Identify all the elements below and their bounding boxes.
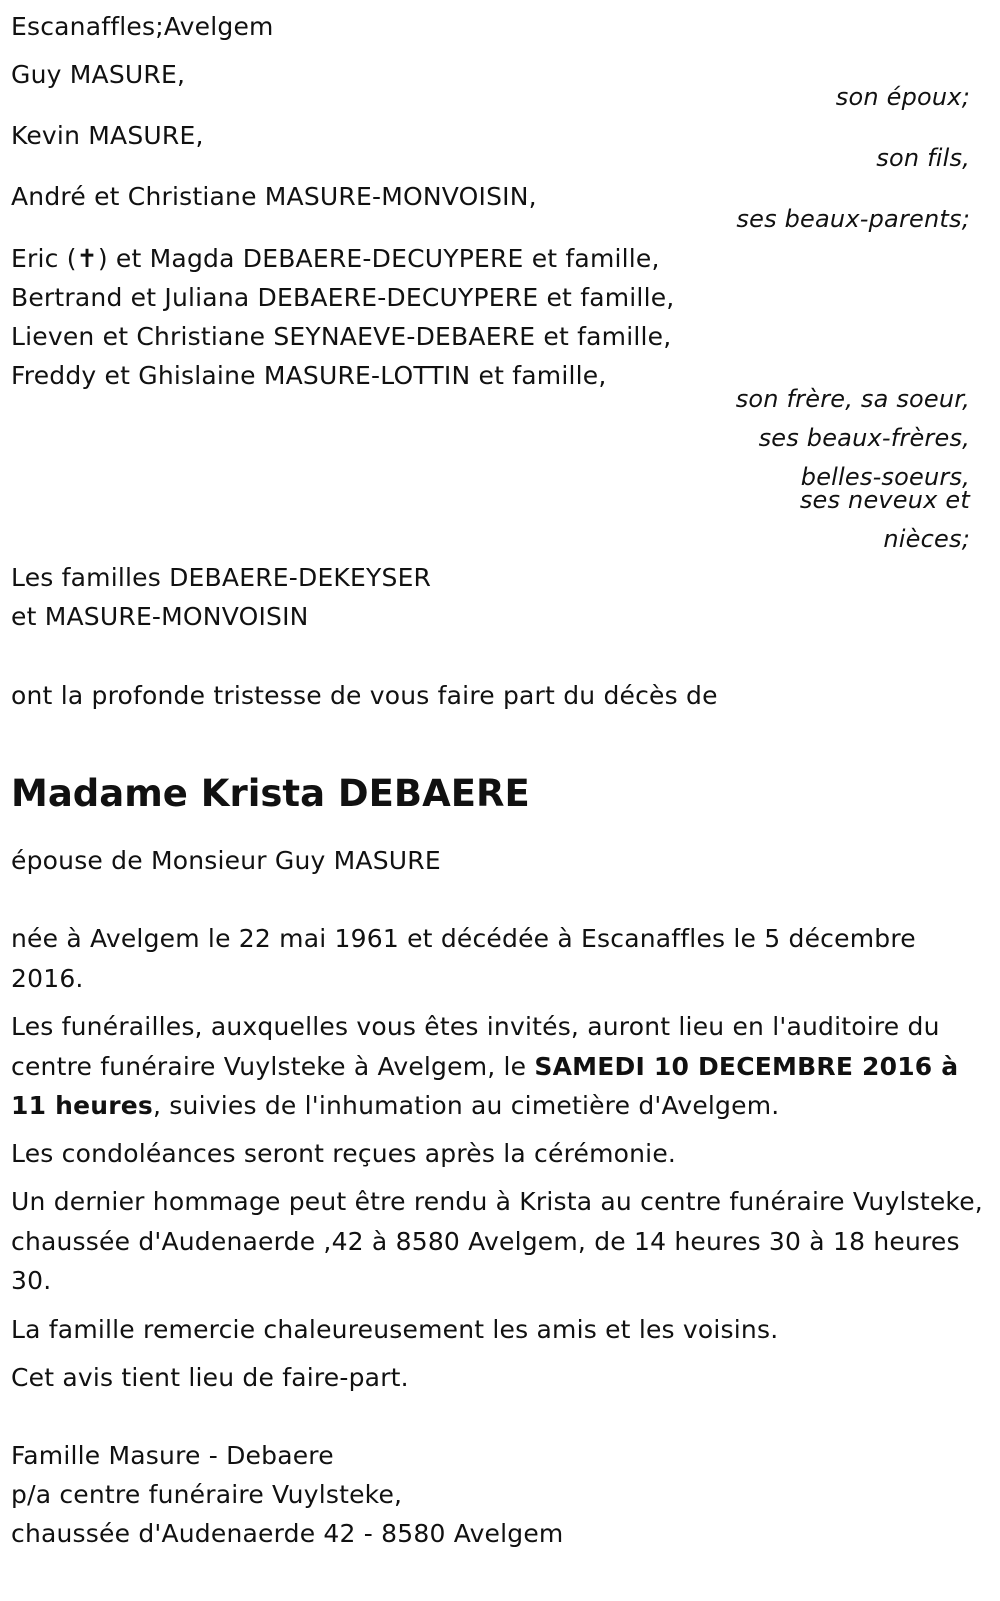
parents-in-law-role: ses beaux-parents; (736, 205, 970, 233)
son-role: son fils, (876, 144, 970, 172)
tribute-text: Un dernier hommage peut être rendu à Krista au centre funéraire Vuylsteke, chaussée d'Audenaerde ,42 à 8580 Avelgem, de 14 heures 30 à 18 heures 30. (11, 1187, 983, 1295)
funeral-text-start: Les funérailles, auxquelles vous êtes invités, auront lieu en l'auditoire du centre funéraire Vuylsteke à Avelgem, le (11, 1012, 940, 1081)
siblings-role-line: belles-soeurs, (800, 463, 970, 491)
siblings-role-line: ses beaux-frères, (758, 424, 970, 452)
families-line: et MASURE-MONVOISIN (11, 602, 309, 631)
sibling-line-after: ) et Magda DEBAERE-DECUYPERE et famille, (97, 244, 660, 273)
deceased-name: Madame Krista DEBAERE (11, 772, 530, 815)
notice-text: Cet avis tient lieu de faire-part. (11, 1363, 409, 1392)
spouse-role: son époux; (835, 83, 970, 111)
siblings-role-line: nièces; (883, 525, 970, 553)
signature-line: chaussée d'Audenaerde 42 - 8580 Avelgem (11, 1519, 564, 1548)
son-name: Kevin MASURE, (11, 121, 204, 150)
sibling-line: Bertrand et Juliana DEBAERE-DECUYPERE et famille, (11, 283, 675, 312)
location-header: Escanaffles;Avelgem (11, 12, 274, 41)
sibling-line (11, 239, 660, 278)
siblings-role-line: son frère, sa soeur, (735, 385, 970, 413)
funeral-text (11, 1007, 986, 1126)
signature-line: Famille Masure - Debaere (11, 1441, 334, 1470)
condolences-text: Les condoléances seront reçues après la cérémonie. (11, 1139, 677, 1168)
announcement-intro: ont la profonde tristesse de vous faire part du décès de (11, 681, 718, 710)
funeral-text-end: , suivies de l'inhumation au cimetière d'Avelgem. (153, 1091, 780, 1120)
cross-icon: ✝ (76, 244, 98, 273)
sibling-line: Lieven et Christiane SEYNAEVE-DEBAERE et famille, (11, 322, 672, 351)
spouse-name: Guy MASURE, (11, 60, 186, 89)
spouse-line: épouse de Monsieur Guy MASURE (11, 846, 441, 875)
sibling-line-before: Eric ( (11, 244, 77, 273)
birth-death-text: née à Avelgem le 22 mai 1961 et décédée à Escanaffles le 5 décembre 2016. (11, 924, 916, 993)
signature-line: p/a centre funéraire Vuylsteke, (11, 1480, 403, 1509)
families-line: Les familles DEBAERE-DEKEYSER (11, 563, 432, 592)
funeral-date-time: SAMEDI 10 DECEMBRE 2016 à 11 heures (11, 1051, 959, 1120)
sibling-line: Freddy et Ghislaine MASURE-LOTTIN et famille, (11, 361, 607, 390)
thanks-text: La famille remercie chaleureusement les amis et les voisins. (11, 1315, 779, 1344)
parents-in-law-name: André et Christiane MASURE-MONVOISIN, (11, 182, 537, 211)
siblings-role-line: ses neveux et (799, 486, 970, 514)
